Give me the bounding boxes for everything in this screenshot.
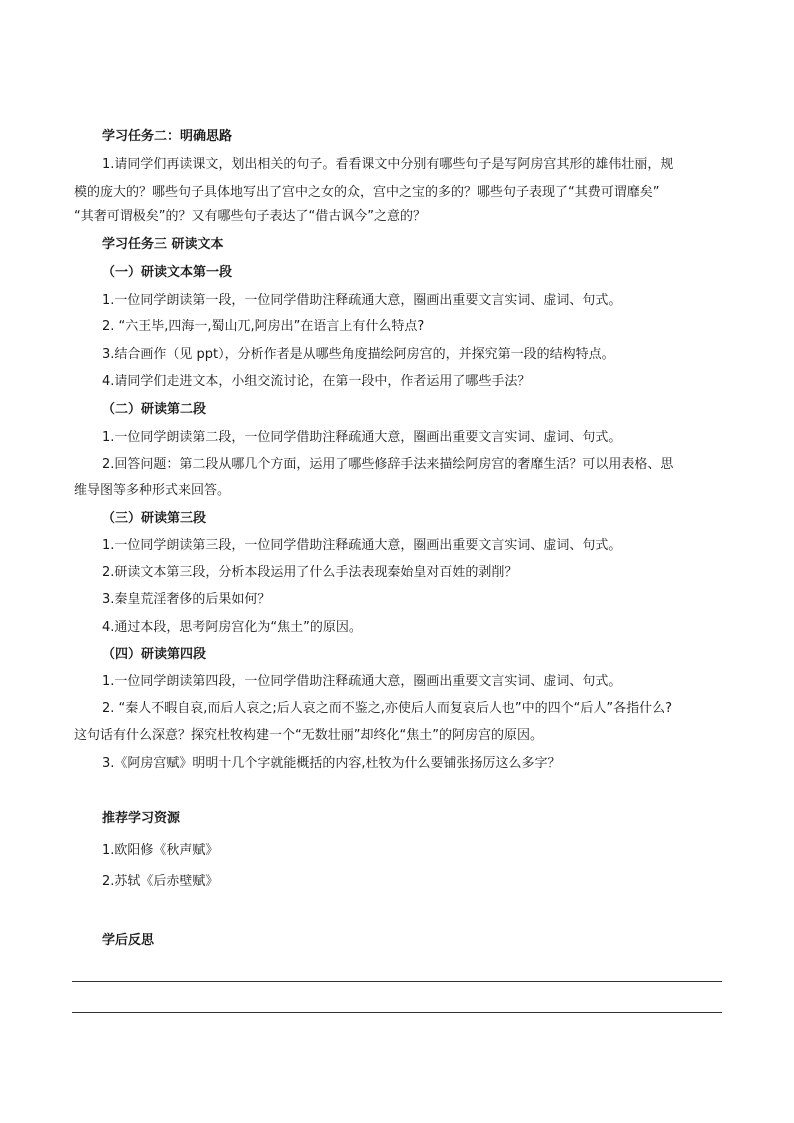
reflection-heading: 学后反思 <box>102 933 155 948</box>
section-3-item: 2.研读文本第三段，分析本段运用了什么手法表现秦始皇对百姓的剥削？ <box>102 565 518 580</box>
section-1-title: （一）研读文本第一段 <box>102 265 233 280</box>
task3-heading: 学习任务三 研读文本 <box>102 237 224 252</box>
section-1-item: 4.请同学们走进文本，小组交流讨论，在第一段中，作者运用了哪些手法？ <box>102 374 531 389</box>
resource-item: 1.欧阳修《秋声赋》 <box>102 843 219 858</box>
section-4-item: 2. “秦人不暇自哀,而后人哀之;后人哀之而不鉴之,亦使后人而复哀后人也”中的四个“后人”各指什么? <box>102 701 673 716</box>
section-2-title: （二）研读第二段 <box>102 402 207 417</box>
section-3-title: （三）研读第三段 <box>102 511 207 526</box>
resource-item: 2.苏轼《后赤壁赋》 <box>102 874 219 889</box>
task2-paragraph-line-2: 模的庞大的？哪些句子具体地写出了宫中之女的众，宫中之宝的多的？哪些句子表现了“其费可谓靡矣” <box>74 185 660 200</box>
task2-heading: 学习任务二：明确思路 <box>102 129 233 144</box>
resources-heading: 推荐学习资源 <box>102 811 181 826</box>
section-1-item: 1.一位同学朗读第一段，一位同学借助注释疏通大意，圈画出重要文言实词、虚词、句式。 <box>102 293 622 308</box>
section-4-title: （四）研读第四段 <box>102 647 207 662</box>
section-3-item: 3.秦皇荒淫奢侈的后果如何？ <box>102 592 271 607</box>
section-2-item-continuation: 维导图等多种形式来回答。 <box>74 483 231 498</box>
section-2-item: 2.回答问题：第二段从哪几个方面，运用了哪些修辞手法来描绘阿房宫的奢靡生活？可以用表格、思 <box>102 457 674 472</box>
section-1-item: 2. “六王毕,四海一,蜀山兀,阿房出”在语言上有什么特点? <box>102 319 425 334</box>
task2-paragraph-line-1: 1.请同学们再读课文，划出相关的句子。看看课文中分别有哪些句子是写阿房宫其形的雄伟壮丽，规 <box>102 157 674 172</box>
section-2-item: 1.一位同学朗读第二段，一位同学借助注释疏通大意，圈画出重要文言实词、虚词、句式。 <box>102 430 622 445</box>
section-4-item-continuation: 这句话有什么深意？探究杜牧构建一个“无数壮丽”却终化“焦土”的阿房宫的原因。 <box>74 728 543 743</box>
section-3-item: 4.通过本段，思考阿房宫化为“焦土”的原因。 <box>102 620 362 635</box>
reflection-line <box>72 981 722 982</box>
section-1-item: 3.结合画作（见 ppt），分析作者是从哪些角度描绘阿房宫的，并探究第一段的结构特点。 <box>102 347 615 362</box>
reflection-line <box>72 1012 722 1013</box>
section-3-item: 1.一位同学朗读第三段，一位同学借助注释疏通大意，圈画出重要文言实词、虚词、句式。 <box>102 538 622 553</box>
section-4-item: 1.一位同学朗读第四段，一位同学借助注释疏通大意，圈画出重要文言实词、虚词、句式。 <box>102 674 622 689</box>
task2-paragraph-line-3: “其奢可谓极矣”的？又有哪些句子表达了“借古讽今”之意的？ <box>74 209 426 224</box>
section-4-item: 3.《阿房宫赋》明明十几个字就能概括的内容,杜牧为什么要铺张扬厉这么多字？ <box>102 756 561 771</box>
